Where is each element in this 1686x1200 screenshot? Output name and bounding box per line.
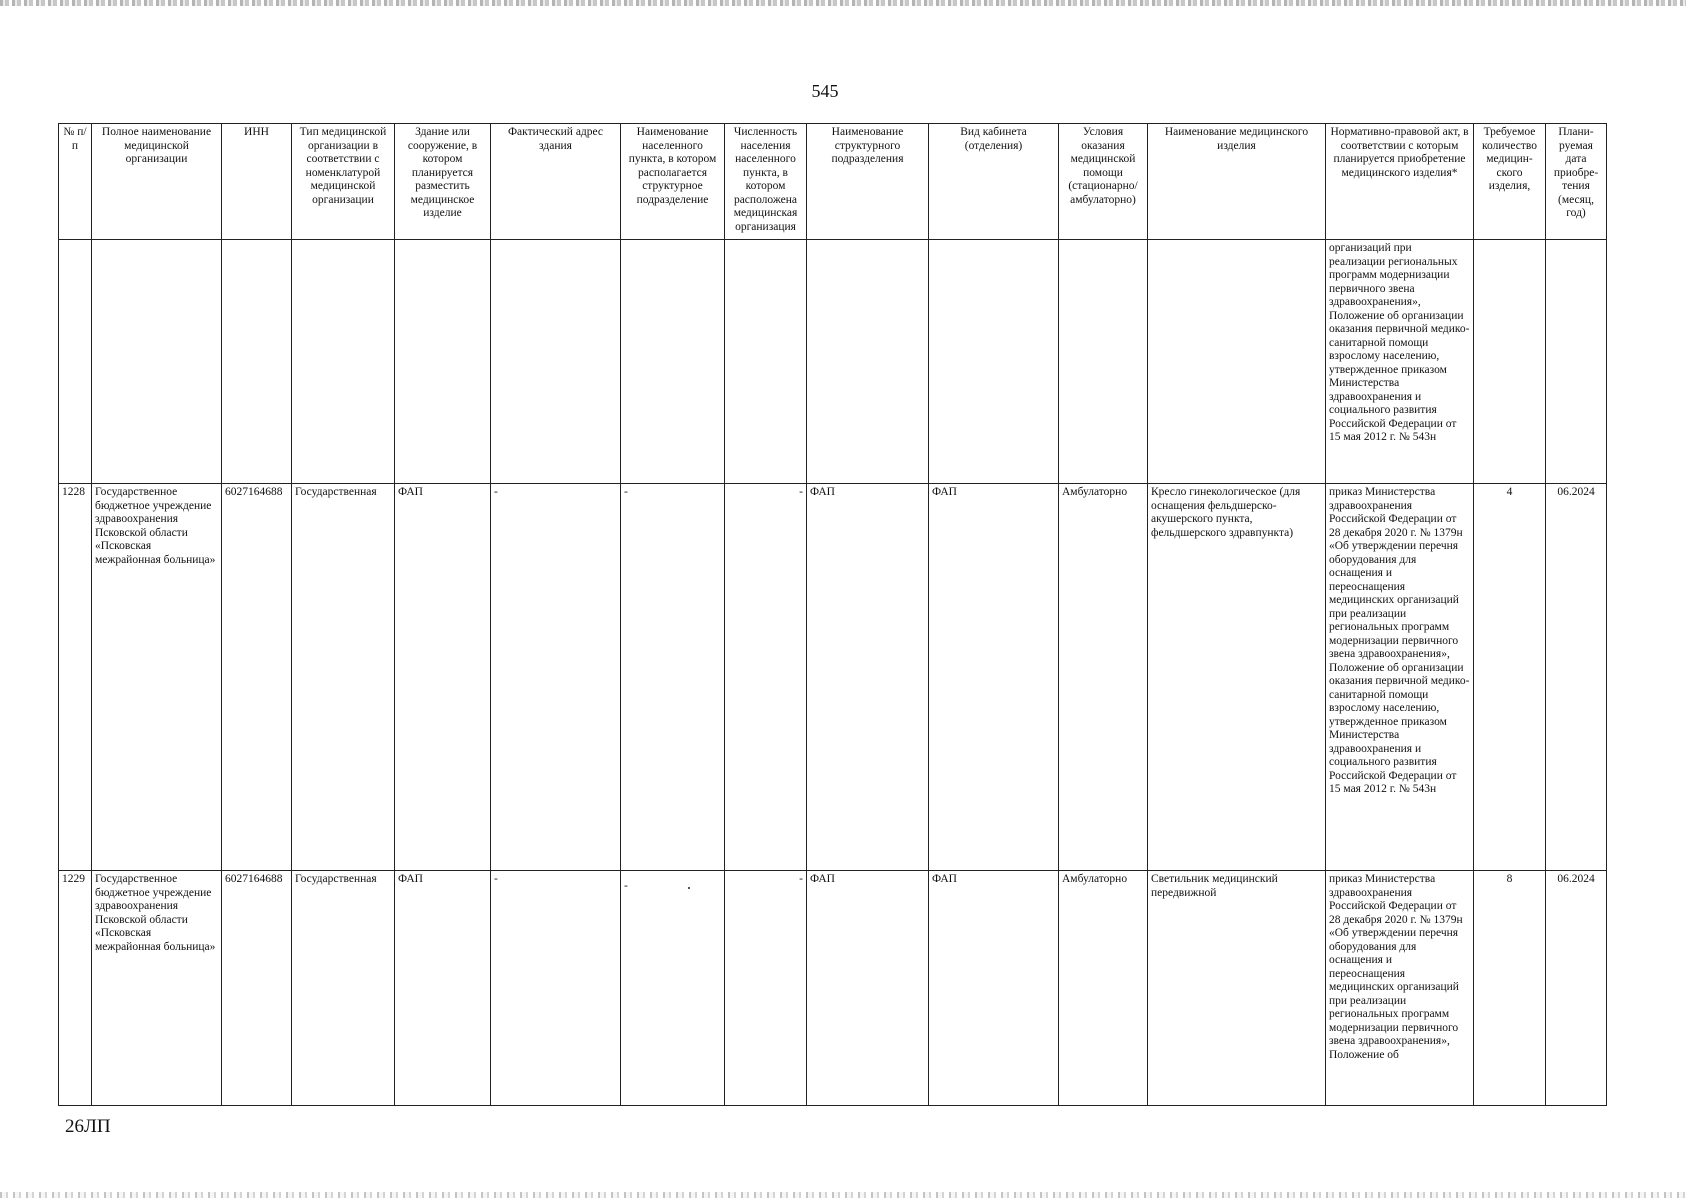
col-header: Фактический адрес здания xyxy=(491,124,621,240)
device-cell: Кресло гинекологическое (для оснащения фельдшерско-акушерского пункта, фельдшерского здравпункта) xyxy=(1148,484,1326,871)
address-cell: - xyxy=(491,871,621,1106)
col-header: Требуемое количество медицин-ского изделия, xyxy=(1474,124,1546,240)
page-number: 545 xyxy=(811,81,839,101)
col-header: Наименование населенного пункта, в котором располагается структурное подразделение xyxy=(621,124,725,240)
table-row xyxy=(59,484,1607,871)
inn-cell: 6027164688 xyxy=(222,484,292,871)
act-cell: приказ Министерства здравоохранения Российской Федерации от 28 декабря 2020 г. № 1379н «Об утверждении перечня оборудования для оснащения и переоснащения медицинских организаций при реализации региональных программ модернизации первичного звена здравоохранения», Положение об xyxy=(1326,871,1474,1106)
col-header: Нормативно-правовой акт, в соответствии с которым планируется приобретение медицинского изделия* xyxy=(1326,124,1474,240)
org-cell: Государственное бюджетное учреждение здравоохранения Псковской области «Псковская межрайонная больница» xyxy=(92,484,222,871)
locality-value: - xyxy=(624,880,628,892)
address-cell: - xyxy=(491,484,621,871)
col-header: Тип медицинской организации в соответствии с номенклатурой медицинской организации xyxy=(292,124,395,240)
conditions-cell: Амбулаторно xyxy=(1059,871,1148,1106)
table-row xyxy=(59,871,1607,1106)
device-cell: Светильник медицинский передвижной xyxy=(1148,871,1326,1106)
scan-speck xyxy=(688,887,690,889)
cabinet-cell: ФАП xyxy=(929,871,1059,1106)
row-number: 1229 xyxy=(59,871,92,1106)
locality-cell xyxy=(621,871,725,1106)
col-header: Полное наименование медицинской организации xyxy=(92,124,222,240)
inn-cell: 6027164688 xyxy=(222,871,292,1106)
quantity-cell: 8 xyxy=(1474,871,1546,1106)
equipment-table xyxy=(58,123,1607,1106)
col-header: ИНН xyxy=(222,124,292,240)
act-cell: организаций при реализации региональных программ модернизации первичного звена здравоохранения», Положение об организации оказания первичной медико-санитарной помощи взрослому населению, утвержденное приказом Министерства здравоохранения и социального развития Российской Федерации от 15 мая 2012 г. № 543н xyxy=(1326,240,1474,484)
col-header: Наименование медицинского изделия xyxy=(1148,124,1326,240)
locality-cell: - xyxy=(621,484,725,871)
col-header: Вид кабинета (отделения) xyxy=(929,124,1059,240)
type-cell: Государственная xyxy=(292,484,395,871)
row-number: 1228 xyxy=(59,484,92,871)
col-header: Плани-руемая дата приобре-тения (месяц, год) xyxy=(1546,124,1607,240)
scan-edge-top xyxy=(0,0,1686,6)
table-row-continuation xyxy=(59,240,1607,484)
date-cell: 06.2024 xyxy=(1546,871,1607,1106)
org-cell: Государственное бюджетное учреждение здравоохранения Псковской области «Псковская межрайонная больница» xyxy=(92,871,222,1106)
conditions-cell: Амбулаторно xyxy=(1059,484,1148,871)
col-header: Численность населения населенного пункта, в котором расположена медицинская организация xyxy=(725,124,807,240)
act-cell: приказ Министерства здравоохранения Российской Федерации от 28 декабря 2020 г. № 1379н «Об утверждении перечня оборудования для оснащения и переоснащения медицинских организаций при реализации региональных программ модернизации первичного звена здравоохранения», Положение об организации оказания первичной медико-санитарной помощи взрослому населению, утвержденное приказом Министерства здравоохранения и социального развития Российской Федерации от 15 мая 2012 г. № 543н xyxy=(1326,484,1474,871)
date-cell: 06.2024 xyxy=(1546,484,1607,871)
col-header: Здание или сооружение, в котором планируется разместить медицинское изделие xyxy=(395,124,491,240)
scan-edge-bottom xyxy=(0,1192,1686,1198)
quantity-cell: 4 xyxy=(1474,484,1546,871)
document-code: 26ЛП xyxy=(65,1116,111,1137)
table-header-row xyxy=(59,124,1607,240)
population-cell: - xyxy=(725,484,807,871)
population-cell: - xyxy=(725,871,807,1106)
type-cell: Государственная xyxy=(292,871,395,1106)
col-header: № п/п xyxy=(59,124,92,240)
col-header: Наименование структурного подразделения xyxy=(807,124,929,240)
unit-cell: ФАП xyxy=(807,484,929,871)
building-cell: ФАП xyxy=(395,871,491,1106)
cabinet-cell: ФАП xyxy=(929,484,1059,871)
unit-cell: ФАП xyxy=(807,871,929,1106)
building-cell: ФАП xyxy=(395,484,491,871)
col-header: Условия оказания медицинской помощи (стационарно/ амбулаторно) xyxy=(1059,124,1148,240)
